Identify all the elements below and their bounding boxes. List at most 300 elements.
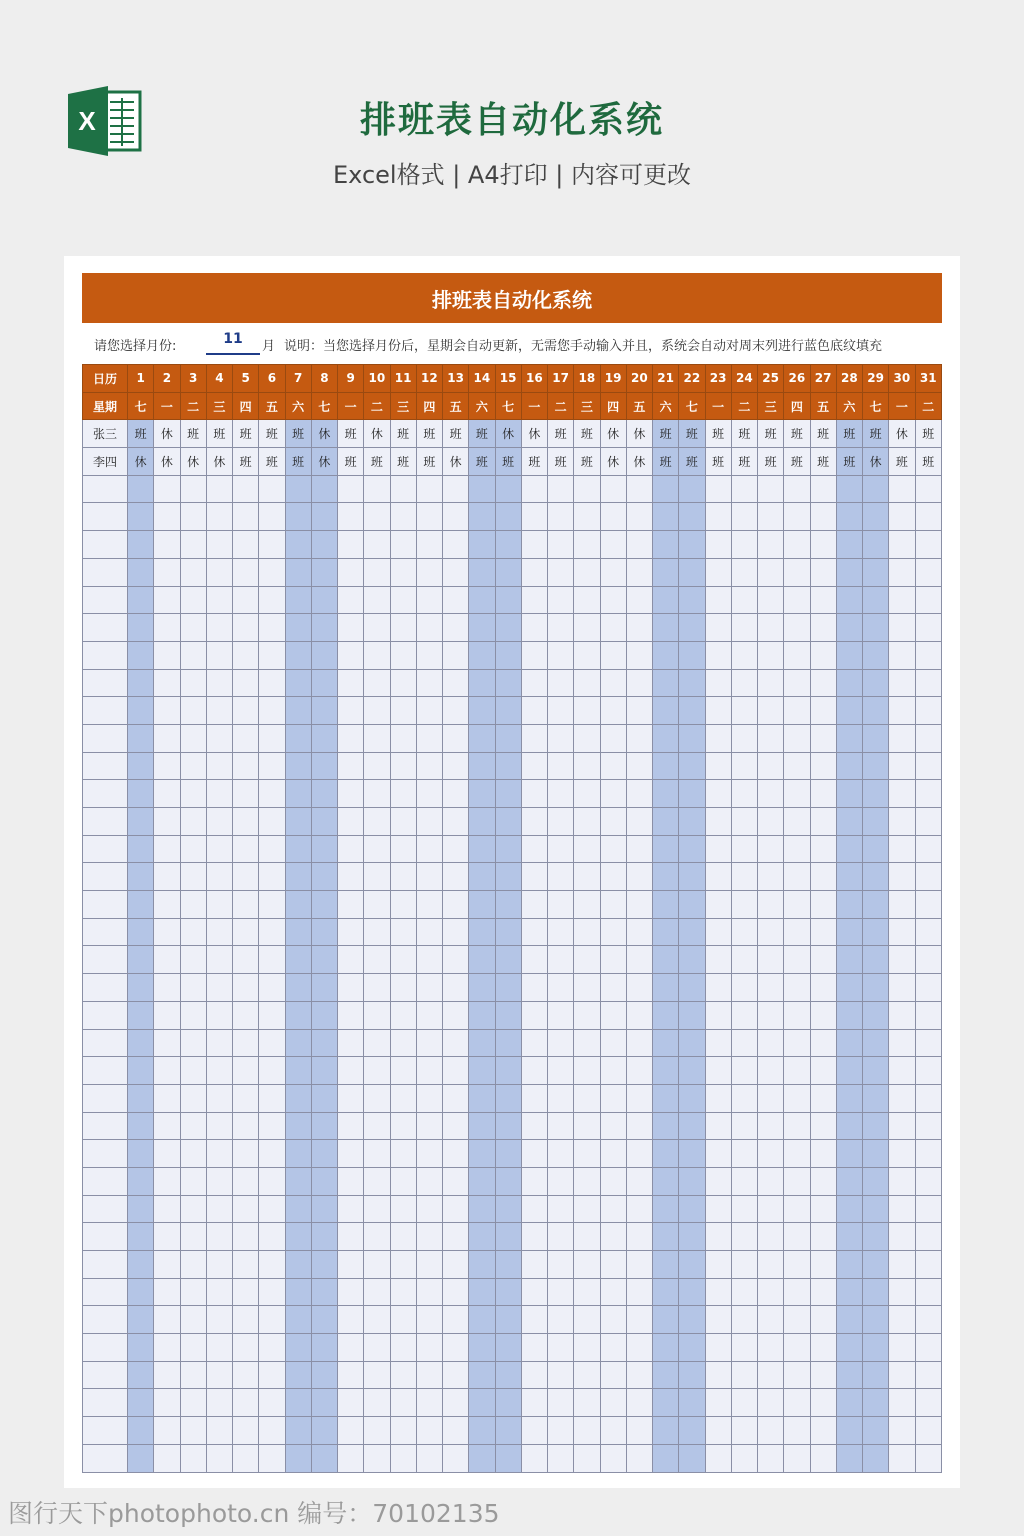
empty-cell[interactable] xyxy=(758,614,784,642)
empty-cell[interactable] xyxy=(416,1417,442,1445)
empty-cell[interactable] xyxy=(233,1112,259,1140)
empty-cell[interactable] xyxy=(311,808,337,836)
empty-cell[interactable] xyxy=(416,531,442,559)
empty-cell[interactable] xyxy=(443,1334,469,1362)
empty-cell[interactable] xyxy=(128,1223,154,1251)
empty-cell[interactable] xyxy=(574,503,600,531)
empty-cell[interactable] xyxy=(653,1278,679,1306)
table-cell[interactable]: 班 xyxy=(390,420,416,448)
empty-cell[interactable] xyxy=(889,1278,915,1306)
empty-cell[interactable] xyxy=(285,1057,311,1085)
empty-cell[interactable] xyxy=(469,1251,495,1279)
empty-cell[interactable] xyxy=(863,1167,889,1195)
empty-cell[interactable] xyxy=(443,558,469,586)
empty-cell[interactable] xyxy=(390,1251,416,1279)
empty-cell[interactable] xyxy=(889,1389,915,1417)
empty-cell[interactable] xyxy=(548,1278,574,1306)
empty-cell[interactable] xyxy=(915,1306,942,1334)
empty-cell[interactable] xyxy=(469,503,495,531)
month-select[interactable]: 11 xyxy=(206,331,260,355)
empty-cell[interactable] xyxy=(364,1361,390,1389)
empty-cell[interactable] xyxy=(233,669,259,697)
empty-cell[interactable] xyxy=(233,1140,259,1168)
empty-cell[interactable] xyxy=(285,1444,311,1472)
empty-cell[interactable] xyxy=(731,808,757,836)
empty-cell[interactable] xyxy=(548,946,574,974)
empty-cell[interactable] xyxy=(259,669,285,697)
empty-cell[interactable] xyxy=(233,724,259,752)
empty-cell[interactable] xyxy=(311,1251,337,1279)
empty-cell[interactable] xyxy=(810,1029,836,1057)
empty-cell[interactable] xyxy=(889,946,915,974)
empty-cell[interactable] xyxy=(206,1334,232,1362)
empty-cell[interactable] xyxy=(154,669,180,697)
table-cell[interactable]: 班 xyxy=(758,448,784,476)
empty-cell[interactable] xyxy=(469,1444,495,1472)
empty-cell[interactable] xyxy=(233,503,259,531)
empty-cell[interactable] xyxy=(679,1361,705,1389)
empty-cell[interactable] xyxy=(180,946,206,974)
empty-cell[interactable] xyxy=(784,1029,810,1057)
empty-cell[interactable] xyxy=(626,475,652,503)
empty-cell[interactable] xyxy=(285,1278,311,1306)
empty-cell[interactable] xyxy=(259,780,285,808)
empty-cell[interactable] xyxy=(311,697,337,725)
empty-cell[interactable] xyxy=(679,918,705,946)
empty-cell[interactable] xyxy=(128,475,154,503)
empty-cell[interactable] xyxy=(338,1001,364,1029)
empty-cell[interactable] xyxy=(810,1389,836,1417)
empty-cell[interactable] xyxy=(758,752,784,780)
empty-cell[interactable] xyxy=(758,946,784,974)
empty-cell[interactable] xyxy=(495,1167,521,1195)
empty-cell[interactable] xyxy=(889,1306,915,1334)
table-cell[interactable]: 五 xyxy=(259,392,285,420)
empty-cell[interactable] xyxy=(521,1223,547,1251)
empty-cell[interactable] xyxy=(495,974,521,1002)
empty-cell[interactable] xyxy=(784,863,810,891)
empty-cell[interactable] xyxy=(180,1195,206,1223)
empty-cell[interactable] xyxy=(338,808,364,836)
empty-cell[interactable] xyxy=(443,1251,469,1279)
empty-cell[interactable] xyxy=(259,835,285,863)
empty-cell[interactable] xyxy=(810,1057,836,1085)
table-cell[interactable]: 班 xyxy=(548,420,574,448)
empty-cell[interactable] xyxy=(863,1029,889,1057)
empty-cell[interactable] xyxy=(259,946,285,974)
empty-cell[interactable] xyxy=(495,1334,521,1362)
empty-cell[interactable] xyxy=(705,863,731,891)
empty-cell[interactable] xyxy=(705,946,731,974)
empty-cell[interactable] xyxy=(653,1389,679,1417)
empty-cell[interactable] xyxy=(154,614,180,642)
empty-cell[interactable] xyxy=(915,1278,942,1306)
empty-cell[interactable] xyxy=(416,780,442,808)
empty-cell[interactable] xyxy=(574,808,600,836)
empty-cell[interactable] xyxy=(600,1112,626,1140)
empty-cell[interactable] xyxy=(810,1417,836,1445)
empty-cell[interactable] xyxy=(548,863,574,891)
empty-cell[interactable] xyxy=(416,641,442,669)
empty-cell[interactable] xyxy=(574,1195,600,1223)
empty-cell[interactable] xyxy=(758,918,784,946)
empty-cell[interactable] xyxy=(810,974,836,1002)
empty-cell[interactable] xyxy=(443,669,469,697)
empty-cell[interactable] xyxy=(679,669,705,697)
empty-cell[interactable] xyxy=(626,503,652,531)
empty-cell[interactable] xyxy=(889,641,915,669)
empty-cell[interactable] xyxy=(679,1278,705,1306)
empty-cell[interactable] xyxy=(233,752,259,780)
empty-cell[interactable] xyxy=(180,918,206,946)
empty-cell[interactable] xyxy=(784,697,810,725)
table-cell[interactable]: 班 xyxy=(836,448,862,476)
empty-cell[interactable] xyxy=(863,1084,889,1112)
empty-cell[interactable] xyxy=(915,1140,942,1168)
empty-cell[interactable] xyxy=(679,1389,705,1417)
empty-cell[interactable] xyxy=(416,946,442,974)
empty-cell[interactable] xyxy=(495,1361,521,1389)
empty-cell[interactable] xyxy=(574,1334,600,1362)
empty-cell[interactable] xyxy=(626,724,652,752)
empty-cell[interactable] xyxy=(495,946,521,974)
table-cell[interactable]: 班 xyxy=(285,420,311,448)
empty-cell[interactable] xyxy=(180,1001,206,1029)
empty-cell[interactable] xyxy=(206,835,232,863)
empty-cell[interactable] xyxy=(548,974,574,1002)
empty-cell[interactable] xyxy=(679,1140,705,1168)
empty-cell[interactable] xyxy=(364,1167,390,1195)
empty-cell[interactable] xyxy=(416,1444,442,1472)
table-cell[interactable]: 班 xyxy=(915,448,942,476)
empty-cell[interactable] xyxy=(521,1029,547,1057)
table-cell[interactable]: 休 xyxy=(600,420,626,448)
empty-cell[interactable] xyxy=(469,697,495,725)
empty-cell[interactable] xyxy=(338,1195,364,1223)
table-cell[interactable]: 班 xyxy=(574,420,600,448)
empty-cell[interactable] xyxy=(626,1278,652,1306)
empty-cell[interactable] xyxy=(469,586,495,614)
empty-cell[interactable] xyxy=(705,1195,731,1223)
empty-cell[interactable] xyxy=(443,1306,469,1334)
empty-cell[interactable] xyxy=(758,586,784,614)
empty-cell[interactable] xyxy=(443,974,469,1002)
empty-cell[interactable] xyxy=(889,503,915,531)
empty-cell[interactable] xyxy=(233,1251,259,1279)
empty-cell[interactable] xyxy=(233,1001,259,1029)
empty-cell[interactable] xyxy=(180,586,206,614)
empty-cell[interactable] xyxy=(810,752,836,780)
empty-cell[interactable] xyxy=(784,780,810,808)
empty-cell[interactable] xyxy=(574,1112,600,1140)
empty-cell[interactable] xyxy=(915,1223,942,1251)
empty-cell[interactable] xyxy=(915,1361,942,1389)
empty-cell[interactable] xyxy=(128,1140,154,1168)
empty-cell[interactable] xyxy=(390,946,416,974)
empty-cell[interactable] xyxy=(548,1112,574,1140)
empty-cell[interactable] xyxy=(521,475,547,503)
empty-cell[interactable] xyxy=(285,475,311,503)
empty-cell[interactable] xyxy=(705,558,731,586)
empty-cell[interactable] xyxy=(311,1306,337,1334)
empty-cell[interactable] xyxy=(889,475,915,503)
empty-cell[interactable] xyxy=(574,669,600,697)
empty-cell[interactable] xyxy=(731,918,757,946)
empty-cell[interactable] xyxy=(338,641,364,669)
empty-cell[interactable] xyxy=(495,1001,521,1029)
empty-cell[interactable] xyxy=(416,1057,442,1085)
empty-cell[interactable] xyxy=(469,1417,495,1445)
empty-cell[interactable] xyxy=(548,1029,574,1057)
empty-cell[interactable] xyxy=(574,1140,600,1168)
empty-cell[interactable] xyxy=(548,697,574,725)
empty-cell[interactable] xyxy=(206,531,232,559)
empty-cell[interactable] xyxy=(311,1167,337,1195)
empty-cell[interactable] xyxy=(521,1278,547,1306)
empty-cell[interactable] xyxy=(521,1167,547,1195)
empty-cell[interactable] xyxy=(364,974,390,1002)
empty-cell[interactable] xyxy=(285,1306,311,1334)
empty-cell[interactable] xyxy=(469,669,495,697)
empty-cell[interactable] xyxy=(521,503,547,531)
empty-cell[interactable] xyxy=(548,1223,574,1251)
empty-cell[interactable] xyxy=(810,1251,836,1279)
empty-cell[interactable] xyxy=(154,641,180,669)
empty-cell[interactable] xyxy=(626,1389,652,1417)
empty-cell[interactable] xyxy=(390,1167,416,1195)
empty-cell[interactable] xyxy=(443,1001,469,1029)
table-cell[interactable]: 二 xyxy=(364,392,390,420)
empty-cell[interactable] xyxy=(390,669,416,697)
empty-cell[interactable] xyxy=(233,1278,259,1306)
empty-cell[interactable] xyxy=(889,1334,915,1362)
empty-cell[interactable] xyxy=(521,1306,547,1334)
empty-cell[interactable] xyxy=(311,1223,337,1251)
empty-cell[interactable] xyxy=(600,1417,626,1445)
empty-cell[interactable] xyxy=(416,974,442,1002)
empty-cell[interactable] xyxy=(548,1444,574,1472)
empty-cell[interactable] xyxy=(364,614,390,642)
empty-cell[interactable] xyxy=(364,1389,390,1417)
empty-cell[interactable] xyxy=(311,669,337,697)
empty-cell[interactable] xyxy=(416,1278,442,1306)
empty-cell[interactable] xyxy=(915,1029,942,1057)
empty-cell[interactable] xyxy=(128,780,154,808)
empty-cell[interactable] xyxy=(338,531,364,559)
empty-cell[interactable] xyxy=(521,1001,547,1029)
empty-cell[interactable] xyxy=(390,1334,416,1362)
empty-cell[interactable] xyxy=(521,641,547,669)
empty-cell[interactable] xyxy=(836,1306,862,1334)
empty-cell[interactable] xyxy=(626,641,652,669)
table-cell[interactable]: 班 xyxy=(338,448,364,476)
empty-cell[interactable] xyxy=(705,503,731,531)
empty-cell[interactable] xyxy=(285,1195,311,1223)
empty-cell[interactable] xyxy=(469,1389,495,1417)
empty-cell[interactable] xyxy=(705,974,731,1002)
empty-cell[interactable] xyxy=(311,974,337,1002)
empty-cell[interactable] xyxy=(206,475,232,503)
empty-cell[interactable] xyxy=(784,1001,810,1029)
empty-cell[interactable] xyxy=(889,1084,915,1112)
empty-cell[interactable] xyxy=(915,614,942,642)
empty-cell[interactable] xyxy=(390,1306,416,1334)
empty-cell[interactable] xyxy=(600,558,626,586)
empty-cell[interactable] xyxy=(574,1167,600,1195)
empty-cell[interactable] xyxy=(259,1112,285,1140)
empty-cell[interactable] xyxy=(443,697,469,725)
empty-cell[interactable] xyxy=(128,752,154,780)
empty-cell[interactable] xyxy=(705,1223,731,1251)
empty-cell[interactable] xyxy=(206,1251,232,1279)
empty-cell[interactable] xyxy=(206,974,232,1002)
empty-cell[interactable] xyxy=(863,1417,889,1445)
empty-cell[interactable] xyxy=(731,1361,757,1389)
empty-cell[interactable] xyxy=(626,1140,652,1168)
empty-cell[interactable] xyxy=(495,1306,521,1334)
empty-cell[interactable] xyxy=(758,1278,784,1306)
empty-cell[interactable] xyxy=(154,946,180,974)
empty-cell[interactable] xyxy=(154,1251,180,1279)
empty-cell[interactable] xyxy=(836,974,862,1002)
empty-cell[interactable] xyxy=(154,891,180,919)
empty-cell[interactable] xyxy=(889,974,915,1002)
empty-cell[interactable] xyxy=(180,1140,206,1168)
empty-cell[interactable] xyxy=(679,863,705,891)
table-cell[interactable]: 班 xyxy=(758,420,784,448)
empty-cell[interactable] xyxy=(521,808,547,836)
empty-cell[interactable] xyxy=(128,974,154,1002)
empty-cell[interactable] xyxy=(338,1361,364,1389)
table-cell[interactable]: 班 xyxy=(521,448,547,476)
empty-cell[interactable] xyxy=(495,918,521,946)
empty-cell[interactable] xyxy=(705,1334,731,1362)
empty-cell[interactable] xyxy=(626,1334,652,1362)
empty-cell[interactable] xyxy=(469,1195,495,1223)
empty-cell[interactable] xyxy=(626,586,652,614)
empty-cell[interactable] xyxy=(731,1334,757,1362)
empty-cell[interactable] xyxy=(364,1306,390,1334)
empty-cell[interactable] xyxy=(679,1251,705,1279)
empty-cell[interactable] xyxy=(758,974,784,1002)
empty-cell[interactable] xyxy=(364,752,390,780)
empty-cell[interactable] xyxy=(416,724,442,752)
empty-cell[interactable] xyxy=(915,558,942,586)
empty-cell[interactable] xyxy=(574,614,600,642)
empty-cell[interactable] xyxy=(364,475,390,503)
empty-cell[interactable] xyxy=(915,1084,942,1112)
empty-cell[interactable] xyxy=(180,1334,206,1362)
empty-cell[interactable] xyxy=(364,1140,390,1168)
table-cell[interactable]: 三 xyxy=(574,392,600,420)
empty-cell[interactable] xyxy=(469,614,495,642)
empty-cell[interactable] xyxy=(154,1223,180,1251)
empty-cell[interactable] xyxy=(180,1444,206,1472)
empty-cell[interactable] xyxy=(233,558,259,586)
empty-cell[interactable] xyxy=(731,1223,757,1251)
empty-cell[interactable] xyxy=(364,558,390,586)
empty-cell[interactable] xyxy=(311,1084,337,1112)
empty-cell[interactable] xyxy=(574,1001,600,1029)
empty-cell[interactable] xyxy=(390,558,416,586)
empty-cell[interactable] xyxy=(863,1057,889,1085)
empty-cell[interactable] xyxy=(180,1112,206,1140)
empty-cell[interactable] xyxy=(154,835,180,863)
empty-cell[interactable] xyxy=(285,641,311,669)
empty-cell[interactable] xyxy=(626,531,652,559)
empty-cell[interactable] xyxy=(469,891,495,919)
empty-cell[interactable] xyxy=(784,1306,810,1334)
empty-cell[interactable] xyxy=(259,641,285,669)
empty-cell[interactable] xyxy=(836,1361,862,1389)
empty-cell[interactable] xyxy=(810,946,836,974)
empty-cell[interactable] xyxy=(128,531,154,559)
empty-cell[interactable] xyxy=(731,503,757,531)
empty-cell[interactable] xyxy=(600,641,626,669)
empty-cell[interactable] xyxy=(626,974,652,1002)
empty-cell[interactable] xyxy=(548,1167,574,1195)
empty-cell[interactable] xyxy=(889,1001,915,1029)
empty-cell[interactable] xyxy=(836,1251,862,1279)
empty-cell[interactable] xyxy=(679,1195,705,1223)
empty-cell[interactable] xyxy=(836,697,862,725)
empty-cell[interactable] xyxy=(653,1001,679,1029)
empty-cell[interactable] xyxy=(863,1251,889,1279)
table-cell[interactable]: 班 xyxy=(915,420,942,448)
empty-cell[interactable] xyxy=(443,586,469,614)
empty-cell[interactable] xyxy=(180,1306,206,1334)
empty-cell[interactable] xyxy=(600,697,626,725)
empty-cell[interactable] xyxy=(548,531,574,559)
empty-cell[interactable] xyxy=(128,1001,154,1029)
empty-cell[interactable] xyxy=(364,641,390,669)
empty-cell[interactable] xyxy=(705,1084,731,1112)
empty-cell[interactable] xyxy=(679,614,705,642)
empty-cell[interactable] xyxy=(128,1084,154,1112)
empty-cell[interactable] xyxy=(469,1361,495,1389)
empty-cell[interactable] xyxy=(416,1167,442,1195)
empty-cell[interactable] xyxy=(810,614,836,642)
empty-cell[interactable] xyxy=(810,503,836,531)
empty-cell[interactable] xyxy=(364,1112,390,1140)
empty-cell[interactable] xyxy=(863,752,889,780)
empty-cell[interactable] xyxy=(863,1389,889,1417)
empty-cell[interactable] xyxy=(731,1389,757,1417)
empty-cell[interactable] xyxy=(600,614,626,642)
empty-cell[interactable] xyxy=(758,891,784,919)
empty-cell[interactable] xyxy=(233,1057,259,1085)
empty-cell[interactable] xyxy=(338,1251,364,1279)
empty-cell[interactable] xyxy=(180,780,206,808)
empty-cell[interactable] xyxy=(731,1417,757,1445)
empty-cell[interactable] xyxy=(285,1361,311,1389)
empty-cell[interactable] xyxy=(731,1001,757,1029)
empty-cell[interactable] xyxy=(469,1278,495,1306)
empty-cell[interactable] xyxy=(915,586,942,614)
table-cell[interactable]: 班 xyxy=(679,420,705,448)
empty-cell[interactable] xyxy=(338,697,364,725)
empty-cell[interactable] xyxy=(626,1167,652,1195)
empty-cell[interactable] xyxy=(285,558,311,586)
table-cell[interactable]: 一 xyxy=(889,392,915,420)
table-cell[interactable]: 班 xyxy=(679,448,705,476)
empty-cell[interactable] xyxy=(863,503,889,531)
empty-cell[interactable] xyxy=(574,1444,600,1472)
empty-cell[interactable] xyxy=(154,1389,180,1417)
empty-cell[interactable] xyxy=(416,669,442,697)
empty-cell[interactable] xyxy=(600,475,626,503)
empty-cell[interactable] xyxy=(863,974,889,1002)
